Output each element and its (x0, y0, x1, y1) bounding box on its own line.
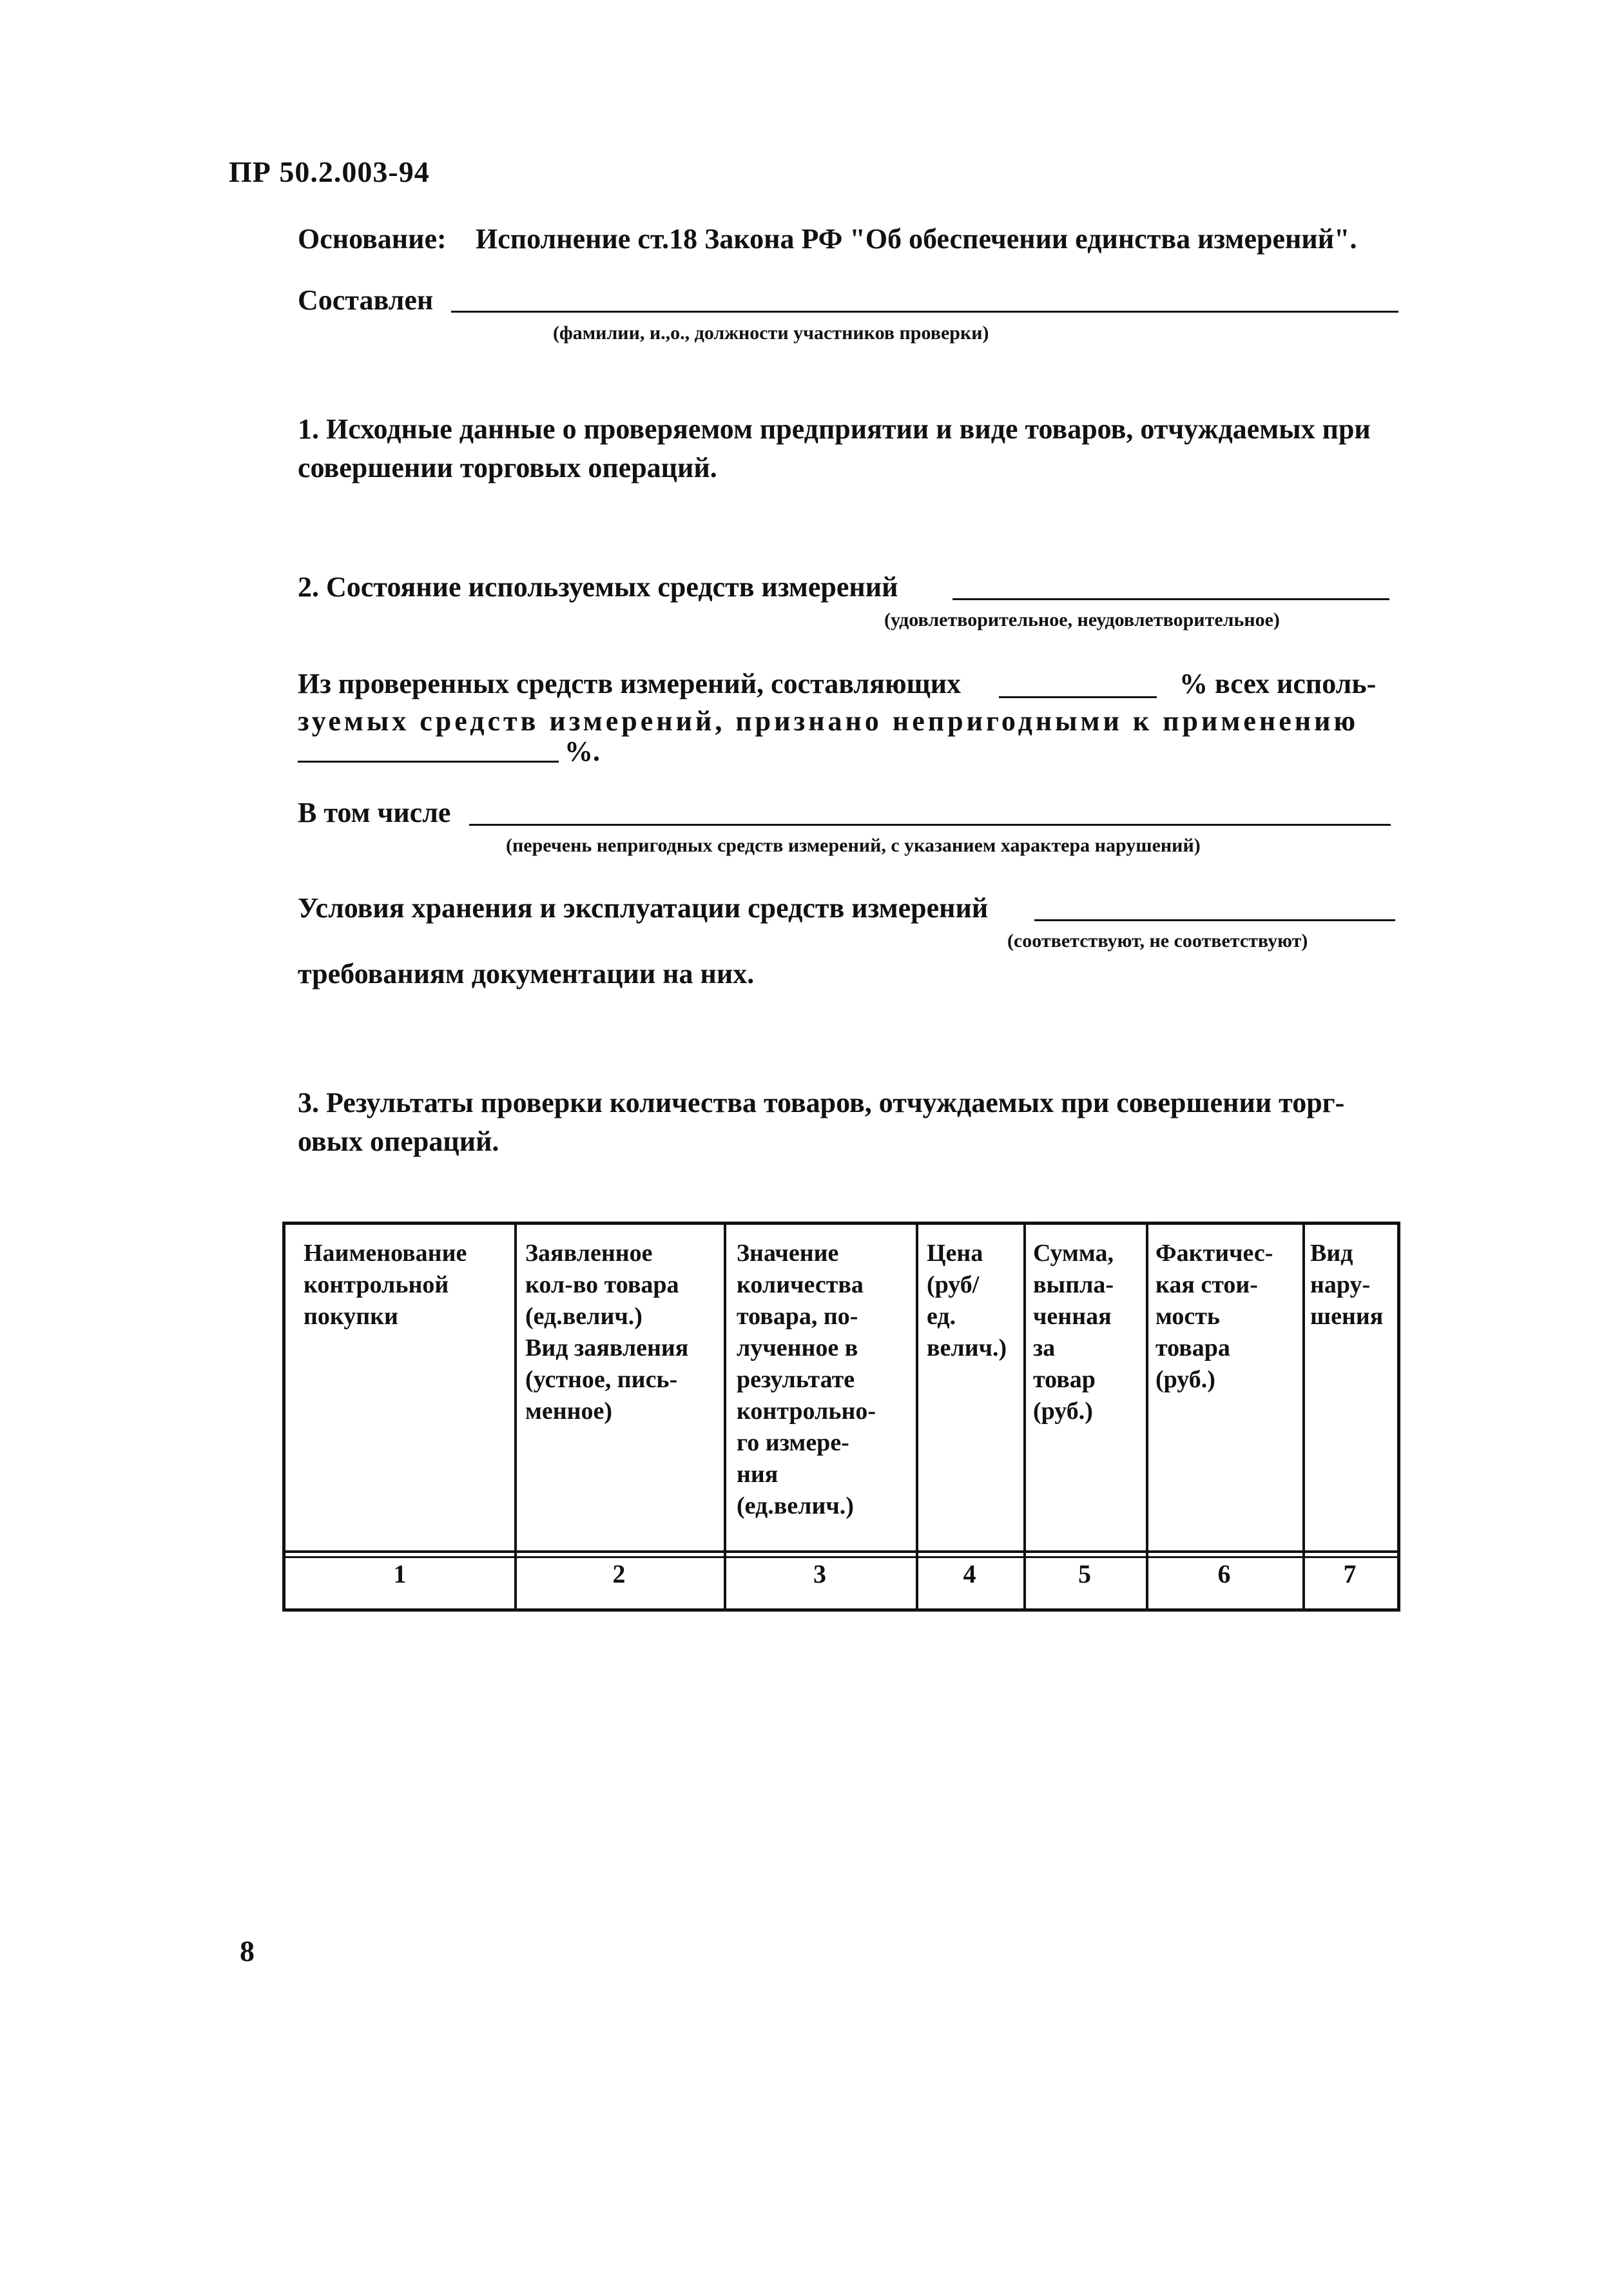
table-header-price: Цена (руб/ ед. велич.) (927, 1240, 1007, 1361)
table-header-amount-paid: Сумма, выпла- ченная за товар (руб.) (1033, 1240, 1114, 1425)
compiled-hint: (фамилии, и.,о., должности участников проверки) (553, 322, 989, 344)
table-header-declared-quantity: Заявленное кол-во товара (ед.велич.) Вид заявления (устное, пись- менное) (525, 1240, 689, 1425)
table-header-actual-cost: Фактичес- кая стои- мость товара (руб.) (1155, 1240, 1273, 1393)
section2-label: 2. Состояние используемых средств измерений (298, 571, 898, 603)
table-header-purchase-name: Наименование контрольной покупки (304, 1240, 467, 1330)
section2-hint: (удовлетворительное, неудовлетворительное) (884, 609, 1280, 630)
column-number: 7 (1343, 1559, 1357, 1588)
row-divider (285, 1550, 1397, 1553)
basis-label: Основание: (298, 223, 447, 255)
storage-field[interactable] (1034, 919, 1395, 921)
including-label: В том числе (298, 797, 451, 828)
section1-line1: 1. Исходные данные о проверяемом предприятии и виде товаров, отчуждаемых при (298, 413, 1371, 445)
column-number: 4 (963, 1559, 976, 1588)
checked-text-2: зуемых средств измерений, признано непригодными к применению (298, 705, 1359, 737)
results-table (282, 1222, 1400, 1612)
storage-label: Условия хранения и эксплуатации средств измерений (298, 892, 989, 924)
unfit-percent-field[interactable] (298, 761, 559, 763)
storage-tail: требованиям документации на них. (298, 958, 755, 990)
storage-hint: (соответствуют, не соответствуют) (1007, 930, 1308, 951)
section1-line2: совершении торговых операций. (298, 452, 717, 483)
compiled-field[interactable] (451, 311, 1398, 313)
table-header-violation-type: Вид нару- шения (1310, 1240, 1384, 1330)
column-number: 5 (1078, 1559, 1091, 1588)
including-field[interactable] (469, 824, 1391, 826)
column-number: 3 (813, 1559, 826, 1588)
checked-text-1b: % всех исполь- (1179, 668, 1377, 699)
column-number: 6 (1217, 1559, 1231, 1588)
page-number: 8 (240, 1935, 255, 1967)
section3-line1: 3. Результаты проверки количества товаров, отчуждаемых при совершении торг- (298, 1087, 1345, 1118)
table-header-measured-quantity: Значение количества товара, по- лученное в результате контрольно- го измере- ния (ед.велич.) (737, 1240, 876, 1519)
compiled-label: Составлен (298, 284, 434, 316)
basis-text: Исполнение ст.18 Закона РФ "Об обеспечении единства измерений". (476, 223, 1357, 255)
checked-text-1a: Из проверенных средств измерений, составляющих (298, 668, 962, 699)
column-number: 1 (393, 1559, 407, 1588)
checked-text-3: %. (565, 736, 600, 767)
section3-line2: овых операций. (298, 1126, 499, 1157)
including-hint: (перечень непригодных средств измерений, с указанием характера нарушений) (506, 835, 1201, 856)
checked-percent-field[interactable] (999, 696, 1157, 698)
row-divider (285, 1556, 1397, 1558)
document-code: ПР 50.2.003-94 (229, 155, 430, 188)
section2-state-field[interactable] (952, 598, 1389, 600)
column-number: 2 (612, 1559, 626, 1588)
